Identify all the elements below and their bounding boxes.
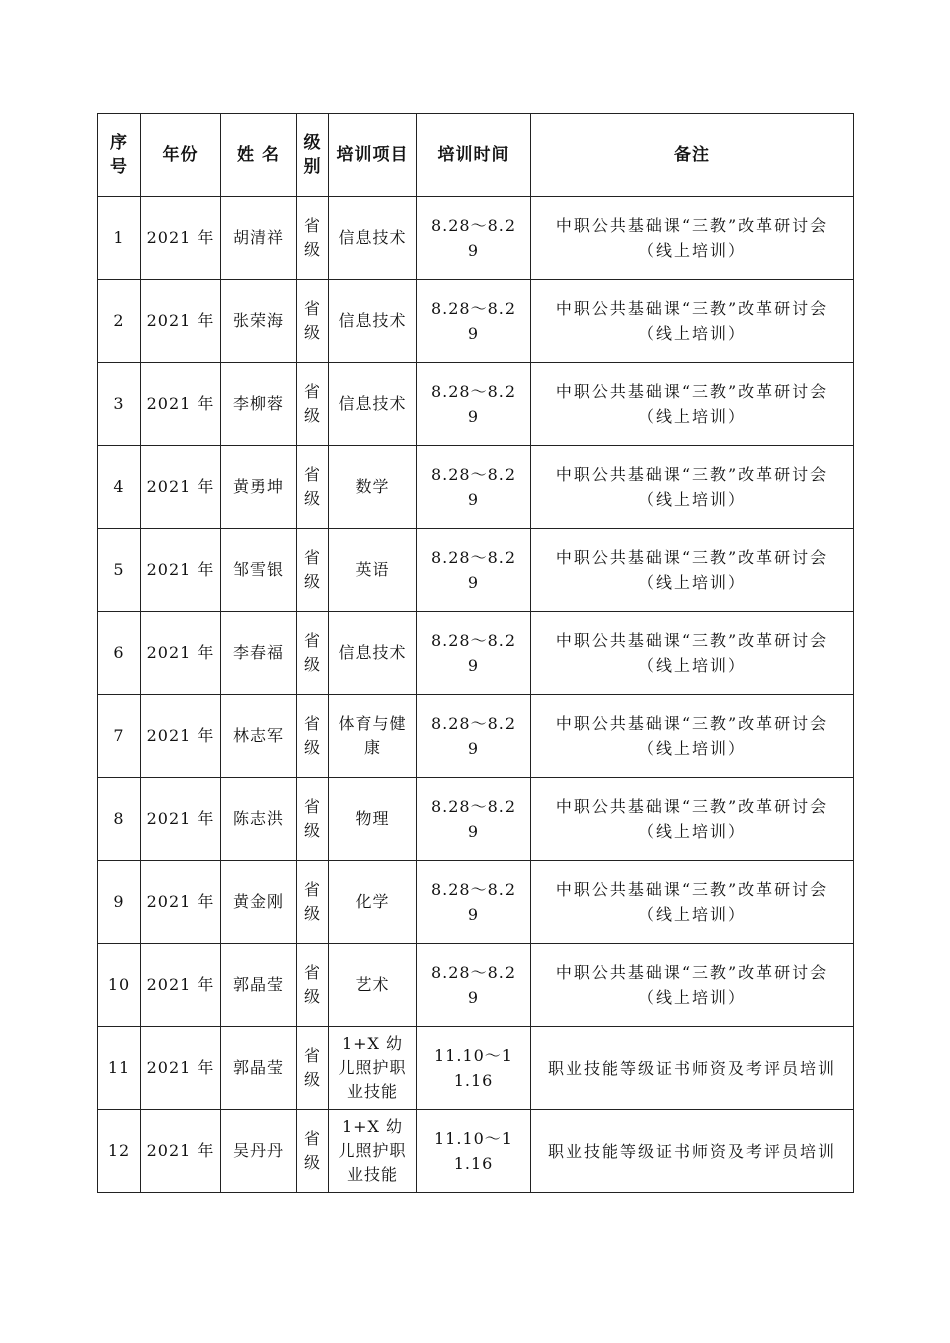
- cell-name: 林志军: [221, 695, 297, 778]
- cell-year: 2021 年: [141, 529, 221, 612]
- cell-note-text: 中职公共基础课“三教”改革研讨会（线上培训）: [555, 216, 829, 260]
- cell-year: 2021 年: [141, 363, 221, 446]
- cell-project-text: 信息技术: [338, 311, 407, 330]
- cell-note-text: 中职公共基础课“三教”改革研讨会（线上培训）: [555, 631, 829, 675]
- cell-project: [329, 446, 417, 529]
- cell-level-text: 省级: [303, 880, 321, 923]
- cell-name: 郭晶莹: [221, 1027, 297, 1110]
- cell-seq: 7: [98, 695, 141, 778]
- cell-project: [329, 280, 417, 363]
- cell-level-text: 省级: [303, 963, 321, 1006]
- cell-time-text: 8.28～8.29: [430, 880, 517, 924]
- cell-project-text: 信息技术: [338, 228, 407, 247]
- cell-project: [329, 944, 417, 1027]
- cell-name: 黄勇坤: [221, 446, 297, 529]
- cell-level: [297, 612, 329, 695]
- cell-time-text: 11.10～11.16: [434, 1046, 513, 1090]
- cell-project-text: 体育与健康: [338, 714, 407, 757]
- table-row: [98, 197, 854, 280]
- cell-name: 李柳蓉: [221, 363, 297, 446]
- cell-year: 2021 年: [141, 197, 221, 280]
- cell-year: 2021 年: [141, 1027, 221, 1110]
- cell-level: [297, 944, 329, 1027]
- cell-name: 郭晶莹: [221, 944, 297, 1027]
- cell-note-text: 中职公共基础课“三教”改革研讨会（线上培训）: [555, 714, 829, 758]
- cell-note-text: 中职公共基础课“三教”改革研讨会（线上培训）: [555, 797, 829, 841]
- header-name: 姓 名: [221, 114, 297, 197]
- cell-note-text: 中职公共基础课“三教”改革研讨会（线上培训）: [555, 465, 829, 509]
- cell-level: [297, 529, 329, 612]
- cell-level: [297, 197, 329, 280]
- cell-project: [329, 612, 417, 695]
- cell-level-text: 省级: [303, 382, 321, 425]
- cell-time: [417, 695, 531, 778]
- cell-time-text: 8.28～8.29: [430, 631, 517, 675]
- cell-year: 2021 年: [141, 944, 221, 1027]
- cell-year: 2021 年: [141, 612, 221, 695]
- cell-project: [329, 1110, 417, 1193]
- cell-time-text: 8.28～8.29: [430, 299, 517, 343]
- table-row: [98, 695, 854, 778]
- cell-time-text: 8.28～8.29: [430, 382, 517, 426]
- cell-project: [329, 363, 417, 446]
- cell-project-text: 信息技术: [338, 643, 407, 662]
- cell-level-text: 省级: [303, 797, 321, 840]
- cell-note: [531, 1110, 854, 1193]
- header-seq: 序号: [98, 114, 141, 197]
- cell-level: [297, 1027, 329, 1110]
- header-level: 级别: [297, 114, 329, 197]
- cell-project: [329, 1027, 417, 1110]
- cell-name: 黄金刚: [221, 861, 297, 944]
- cell-level: [297, 695, 329, 778]
- cell-seq: 10: [98, 944, 141, 1027]
- cell-level: [297, 778, 329, 861]
- cell-seq: 5: [98, 529, 141, 612]
- cell-note-text: 中职公共基础课“三教”改革研讨会（线上培训）: [555, 548, 829, 592]
- cell-level-text: 省级: [303, 548, 321, 591]
- cell-level: [297, 446, 329, 529]
- cell-project: [329, 695, 417, 778]
- cell-note: [531, 612, 854, 695]
- cell-note: [531, 944, 854, 1027]
- cell-name: 吴丹丹: [221, 1110, 297, 1193]
- cell-project-text: 艺术: [355, 975, 390, 994]
- cell-note-text: 职业技能等级证书师资及考评员培训: [547, 1141, 836, 1161]
- cell-time-text: 8.28～8.29: [430, 714, 517, 758]
- cell-project: [329, 197, 417, 280]
- cell-level-text: 省级: [303, 631, 321, 674]
- cell-time: [417, 197, 531, 280]
- cell-time: [417, 446, 531, 529]
- training-roster-table: [97, 113, 854, 1193]
- cell-seq: 8: [98, 778, 141, 861]
- cell-time: [417, 861, 531, 944]
- cell-level: [297, 280, 329, 363]
- cell-note-text: 职业技能等级证书师资及考评员培训: [547, 1058, 836, 1078]
- table-body: [98, 197, 854, 1193]
- cell-project-text: 1+X 幼儿照护职业技能: [338, 1034, 407, 1101]
- cell-level: [297, 1110, 329, 1193]
- table-row: [98, 612, 854, 695]
- cell-name: 陈志洪: [221, 778, 297, 861]
- header-note: 备注: [531, 114, 854, 197]
- cell-level: [297, 861, 329, 944]
- cell-level-text: 省级: [303, 299, 321, 342]
- cell-project: [329, 861, 417, 944]
- table-row: [98, 944, 854, 1027]
- cell-time-text: 8.28～8.29: [430, 216, 517, 260]
- table-row: [98, 363, 854, 446]
- cell-level-text: 省级: [303, 1129, 321, 1172]
- header-year: 年份: [141, 114, 221, 197]
- cell-level-text: 省级: [303, 714, 321, 757]
- cell-project-text: 英语: [355, 560, 390, 579]
- table-row: [98, 778, 854, 861]
- cell-time-text: 8.28～8.29: [430, 963, 517, 1007]
- cell-seq: 12: [98, 1110, 141, 1193]
- cell-note: [531, 861, 854, 944]
- cell-name: 张荣海: [221, 280, 297, 363]
- cell-project: [329, 529, 417, 612]
- header-row: [98, 114, 854, 197]
- cell-name: 胡清祥: [221, 197, 297, 280]
- cell-note: [531, 695, 854, 778]
- cell-level-text: 省级: [303, 216, 321, 259]
- cell-time: [417, 778, 531, 861]
- cell-project-text: 化学: [355, 892, 390, 911]
- cell-note: [531, 529, 854, 612]
- cell-project-text: 信息技术: [338, 394, 407, 413]
- cell-time: [417, 944, 531, 1027]
- cell-year: 2021 年: [141, 280, 221, 363]
- cell-note: [531, 1027, 854, 1110]
- cell-project-text: 数学: [355, 477, 390, 496]
- cell-time: [417, 1027, 531, 1110]
- cell-time-text: 8.28～8.29: [430, 548, 517, 592]
- cell-note: [531, 280, 854, 363]
- cell-note: [531, 778, 854, 861]
- cell-time-text: 8.28～8.29: [430, 465, 517, 509]
- table-row: [98, 529, 854, 612]
- cell-time: [417, 280, 531, 363]
- cell-note: [531, 446, 854, 529]
- cell-year: 2021 年: [141, 695, 221, 778]
- cell-time: [417, 363, 531, 446]
- table-row: [98, 1027, 854, 1110]
- cell-project: [329, 778, 417, 861]
- cell-level-text: 省级: [303, 1046, 321, 1089]
- cell-note-text: 中职公共基础课“三教”改革研讨会（线上培训）: [555, 299, 829, 343]
- cell-time: [417, 612, 531, 695]
- cell-year: 2021 年: [141, 1110, 221, 1193]
- cell-note-text: 中职公共基础课“三教”改革研讨会（线上培训）: [555, 382, 829, 426]
- cell-time-text: 11.10～11.16: [434, 1129, 513, 1173]
- cell-seq: 9: [98, 861, 141, 944]
- cell-level: [297, 363, 329, 446]
- cell-seq: 6: [98, 612, 141, 695]
- cell-name: 邹雪银: [221, 529, 297, 612]
- header-time: 培训时间: [417, 114, 531, 197]
- table-row: [98, 446, 854, 529]
- table-row: [98, 861, 854, 944]
- cell-time: [417, 529, 531, 612]
- cell-seq: 3: [98, 363, 141, 446]
- cell-year: 2021 年: [141, 861, 221, 944]
- cell-year: 2021 年: [141, 446, 221, 529]
- cell-level-text: 省级: [303, 465, 321, 508]
- cell-seq: 1: [98, 197, 141, 280]
- cell-note-text: 中职公共基础课“三教”改革研讨会（线上培训）: [555, 963, 829, 1007]
- cell-seq: 11: [98, 1027, 141, 1110]
- cell-time-text: 8.28～8.29: [430, 797, 517, 841]
- cell-seq: 4: [98, 446, 141, 529]
- cell-time: [417, 1110, 531, 1193]
- cell-note: [531, 363, 854, 446]
- cell-note-text: 中职公共基础课“三教”改革研讨会（线上培训）: [555, 880, 829, 924]
- header-project: 培训项目: [329, 114, 417, 197]
- table-row: [98, 280, 854, 363]
- cell-note: [531, 197, 854, 280]
- cell-project-text: 物理: [355, 809, 390, 828]
- cell-project-text: 1+X 幼儿照护职业技能: [338, 1117, 407, 1184]
- cell-name: 李春福: [221, 612, 297, 695]
- cell-year: 2021 年: [141, 778, 221, 861]
- cell-seq: 2: [98, 280, 141, 363]
- table-row: [98, 1110, 854, 1193]
